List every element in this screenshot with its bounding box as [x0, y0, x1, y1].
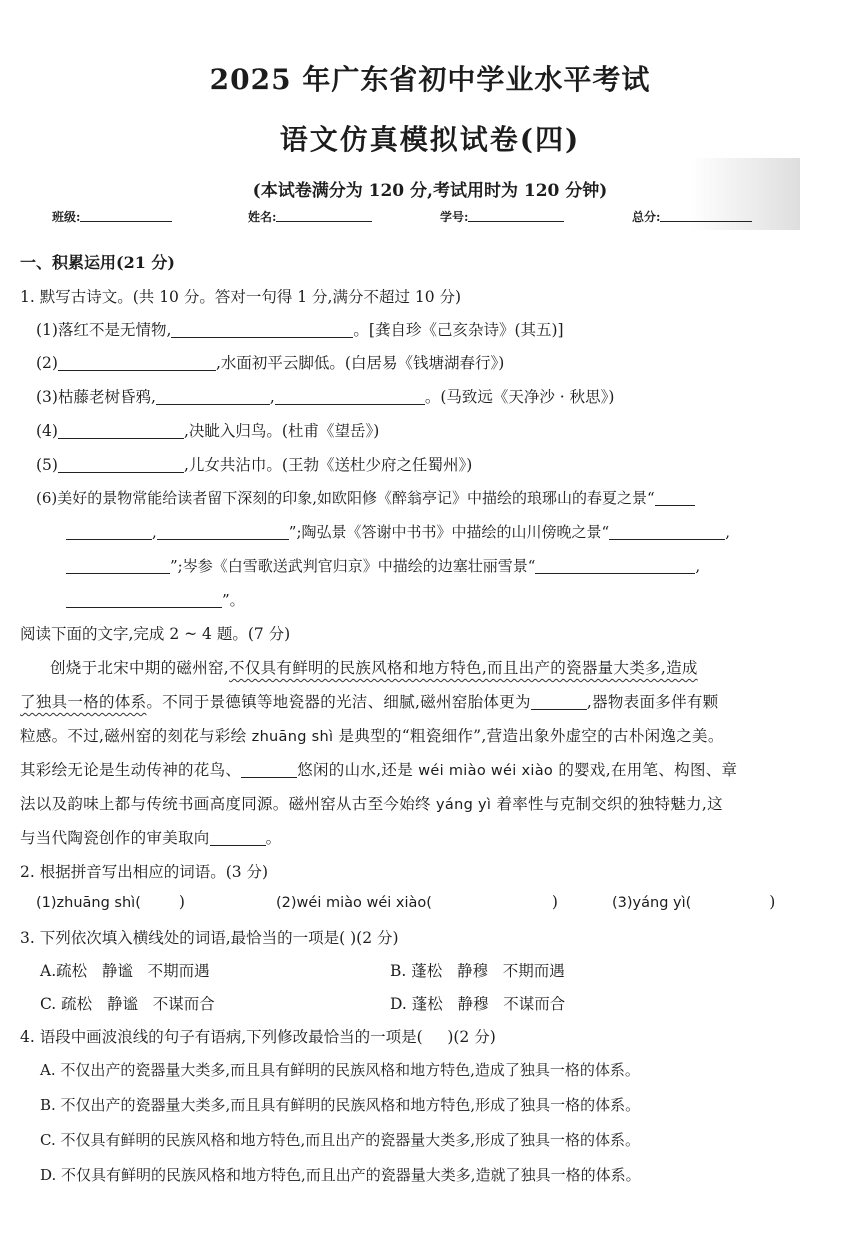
- pinyin-term: yáng yì: [436, 797, 492, 813]
- answer-blank[interactable]: [58, 424, 184, 439]
- name-label: 姓名:: [248, 210, 277, 224]
- q3-option-d[interactable]: D. 蓬松 静穆 不谋而合: [390, 995, 566, 1013]
- q1-item-2-text: ,水面初平云脚低。(白居易《钱塘湖春行》): [215, 354, 505, 372]
- student-id-label: 学号:: [440, 210, 469, 224]
- q2-answer-1-close: ): [178, 893, 185, 911]
- q2-answer-1-label: (1)zhuāng shì(: [36, 895, 141, 911]
- q2-answer-2-close: ): [551, 893, 558, 911]
- passage-text: ,器物表面多伴有颗: [586, 693, 719, 711]
- exam-subtitle: 语文仿真模拟试卷(四): [279, 123, 581, 156]
- answer-blank[interactable]: [535, 559, 695, 574]
- total-score-field[interactable]: [632, 208, 752, 225]
- q1-item-6-comma: ,: [725, 523, 730, 541]
- fill-blank-1[interactable]: [531, 695, 587, 710]
- name-field[interactable]: [248, 208, 372, 225]
- student-info-row: [0, 208, 860, 232]
- q1-item-3-source: 。(马致远《天净沙 · 秋思》): [424, 388, 615, 406]
- passage-line-1: [50, 656, 698, 678]
- passage-text: 创烧于北宋中期的磁州窑,: [50, 659, 230, 677]
- q1-item-6-comma: ,: [152, 523, 157, 541]
- pinyin-term: zhuāng shì: [251, 729, 334, 745]
- passage-text: 与当代陶瓷创作的审美取向: [20, 829, 210, 847]
- q3-option-b[interactable]: B. 蓬松 静穆 不期而遇: [390, 962, 565, 980]
- q1-item-6-end: ”。: [222, 591, 245, 609]
- q4-option-d[interactable]: D. 不仅具有鲜明的民族风格和地方特色,而且出产的瓷器量大类多,造就了独具一格的体系。: [40, 1166, 641, 1184]
- q2-answer-2-label: (2)wéi miào wéi xiào(: [276, 895, 432, 911]
- passage-text: 。不同于景德镇等地瓷器的光洁、细腻,磁州窑胎体更为: [146, 693, 531, 711]
- class-label: 班级:: [52, 210, 81, 224]
- answer-blank[interactable]: [66, 559, 170, 574]
- answer-blank[interactable]: [66, 525, 152, 540]
- q1-item-2: [36, 351, 504, 373]
- q1-stem: 1. 默写古诗文。(共 10 分。答对一句得 1 分,满分不超过 10 分): [20, 288, 462, 306]
- section-heading: 一、积累运用(21 分): [20, 253, 175, 272]
- fill-blank-3[interactable]: [210, 831, 266, 846]
- q1-item-1-source: 。[龚自珍《己亥杂诗》(其五)]: [353, 321, 564, 339]
- passage-line-6: [20, 826, 281, 848]
- q1-item-6-line4: [66, 589, 245, 610]
- q1-item-5-text: ,儿女共沾巾。(王勃《送杜少府之任蜀州》): [183, 456, 473, 474]
- q2-stem: 2. 根据拼音写出相应的词语。(3 分): [20, 863, 269, 881]
- passage-line-5: [20, 792, 723, 814]
- q2-answer-3[interactable]: [612, 893, 775, 911]
- q1-item-2-num: (2): [36, 354, 58, 372]
- q2-answer-1[interactable]: [36, 893, 185, 911]
- q1-item-6-text: ”;岑参《白雪歌送武判官归京》中描绘的边塞壮丽雪景“: [170, 557, 536, 575]
- answer-blank[interactable]: [275, 390, 425, 405]
- passage-text: 其彩绘无论是生动传神的花鸟、: [20, 761, 242, 779]
- q1-item-6-line2: [66, 521, 730, 542]
- answer-blank[interactable]: [171, 323, 353, 338]
- q3-option-c[interactable]: C. 疏松 静谧 不谋而合: [40, 995, 215, 1013]
- answer-blank[interactable]: [157, 525, 289, 540]
- passage-text: 是典型的“粗瓷细作”,营造出象外虚空的古朴闲逸之美。: [333, 727, 724, 745]
- pinyin-term: wéi miào wéi xiào: [418, 763, 554, 779]
- passage-text: 的婴戏,在用笔、构图、章: [553, 761, 738, 779]
- q1-item-4-num: (4): [36, 422, 58, 440]
- exam-title: 2025 年广东省初中学业水平考试: [209, 63, 651, 96]
- q1-item-3-text: (3)枯藤老树昏鸦,: [36, 388, 156, 406]
- q1-item-6-text: (6)美好的景物常能给读者留下深刻的印象,如欧阳修《醉翁亭记》中描绘的琅琊山的春夏之景“: [36, 489, 655, 507]
- q1-item-6-text: ”;陶弘景《答谢中书书》中描绘的山川傍晚之景“: [288, 523, 610, 541]
- passage-text: 粒感。不过,磁州窑的刻花与彩绘: [20, 727, 252, 745]
- exam-note: (本试卷满分为 120 分,考试用时为 120 分钟): [252, 181, 608, 201]
- student-id-field[interactable]: [440, 208, 564, 225]
- wavy-sentence: 了独具一格的体系: [20, 693, 147, 711]
- fill-blank-2[interactable]: [241, 763, 297, 778]
- answer-blank[interactable]: [156, 390, 270, 405]
- q1-item-4: [36, 419, 379, 441]
- q1-item-3: [36, 385, 614, 407]
- q1-item-6-comma: ,: [695, 557, 701, 575]
- q1-item-3-comma: ,: [269, 388, 275, 406]
- q4-option-b[interactable]: B. 不仅出产的瓷器量大类多,而且具有鲜明的民族风格和地方特色,形成了独具一格的体系。: [40, 1096, 641, 1114]
- answer-blank[interactable]: [609, 525, 725, 540]
- passage-text: 悠闲的山水,还是: [297, 761, 419, 779]
- q2-answer-3-label: (3)yáng yì(: [612, 895, 692, 911]
- q2-answer-3-close: ): [769, 893, 776, 911]
- answer-blank[interactable]: [58, 356, 216, 371]
- answer-blank[interactable]: [58, 458, 184, 473]
- answer-blank[interactable]: [655, 491, 695, 506]
- q3-option-a[interactable]: A.疏松 静谧 不期而遇: [40, 962, 210, 980]
- q1-item-5-num: (5): [36, 456, 58, 474]
- reading-intro: 阅读下面的文字,完成 2 ~ 4 题。(7 分): [20, 625, 291, 643]
- q1-item-6-line3: [66, 555, 700, 576]
- q1-item-6-line1: [36, 487, 695, 508]
- q1-item-4-text: ,决眦入归鸟。(杜甫《望岳》): [183, 422, 380, 440]
- q4-stem: 4. 语段中画波浪线的句子有语病,下列修改最恰当的一项是( )(2 分): [20, 1028, 496, 1046]
- q4-option-c[interactable]: C. 不仅具有鲜明的民族风格和地方特色,而且出产的瓷器量大类多,形成了独具一格的体系。: [40, 1131, 641, 1149]
- passage-text: 法以及韵味上都与传统书画高度同源。磁州窑从古至今始终: [20, 795, 437, 813]
- passage-text: 着率性与克制交织的独特魅力,这: [491, 795, 723, 813]
- q3-stem: 3. 下列依次填入横线处的词语,最恰当的一项是( )(2 分): [20, 929, 399, 947]
- q2-answer-2[interactable]: [276, 893, 558, 911]
- passage-line-4: [20, 758, 737, 780]
- wavy-sentence: 不仅具有鲜明的民族风格和地方特色,而且出产的瓷器量大类多,造成: [229, 659, 698, 677]
- answer-blank[interactable]: [66, 593, 222, 608]
- total-score-label: 总分:: [632, 210, 661, 224]
- q1-item-1-text: (1)落红不是无情物,: [36, 321, 172, 339]
- class-field[interactable]: [52, 208, 172, 225]
- passage-text: 。: [265, 829, 282, 847]
- passage-line-2: [20, 690, 718, 712]
- passage-line-3: [20, 724, 724, 746]
- q4-option-a[interactable]: A. 不仅出产的瓷器量大类多,而且具有鲜明的民族风格和地方特色,造成了独具一格的体系。: [40, 1061, 640, 1079]
- q1-item-1: [36, 318, 564, 340]
- q1-item-5: [36, 453, 472, 475]
